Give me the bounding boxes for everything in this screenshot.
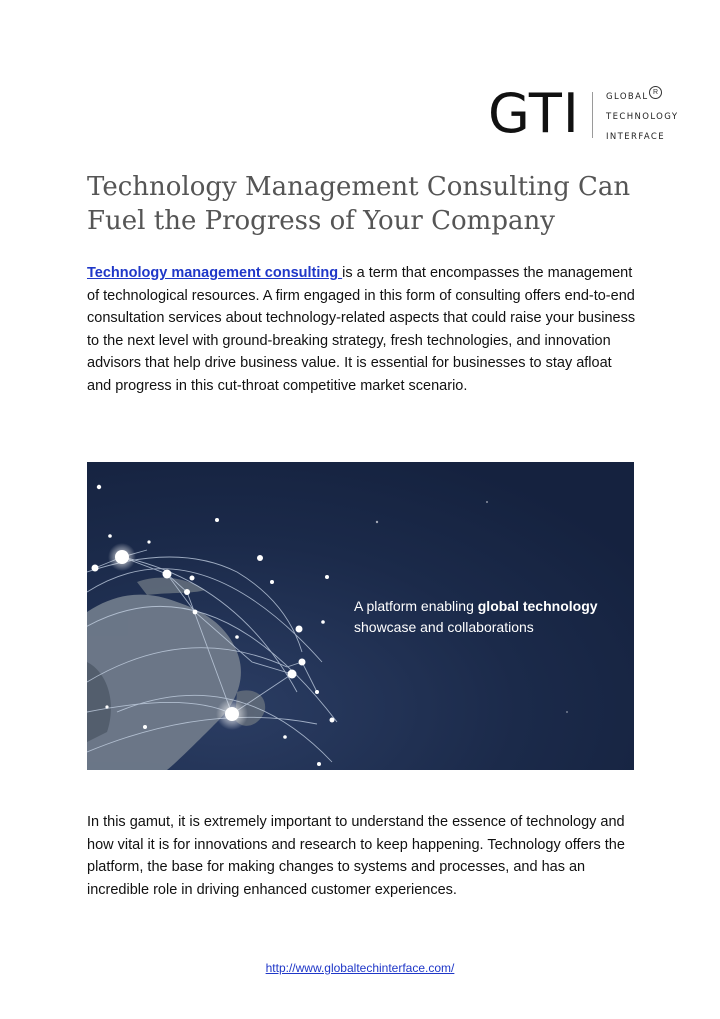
- global-network-banner: [87, 462, 634, 770]
- logo-line-interface: INTERFACE: [606, 132, 666, 142]
- intro-paragraph: [87, 262, 637, 398]
- gti-logo: [488, 84, 688, 144]
- intro-text: is a term that encompasses the management of technological resources. A firm engaged in this form of consulting offers end-to-end consultation services about technology-related aspects that could raise your business to the next level with ground-breaking strategy, fresh technologies, and innovation advisors that help drive business value. It is essential for businesses to stay afloat and progress in this cut-throat competitive market scenario.: [87, 265, 636, 394]
- logo-divider: [592, 92, 593, 138]
- technology-consulting-link[interactable]: Technology management consulting: [87, 265, 343, 281]
- registered-mark: R: [649, 86, 662, 99]
- banner-tagline-bold: global technology: [477, 598, 598, 614]
- banner-tagline: [354, 596, 624, 638]
- logo-line-technology: TECHNOLOGY: [606, 112, 679, 122]
- body-paragraph: In this gamut, it is extremely important to understand the essence of technology and how vital it is for innovations and research to keep happening. Technology offers the platform, the base for making changes to systems and processes, and has an incredible role in driving enhanced customer experiences.: [87, 814, 625, 898]
- footer-website-link[interactable]: http://www.globaltechinterface.com/: [265, 961, 455, 975]
- logo-line-global: GLOBAL: [606, 92, 649, 102]
- banner-tagline-line2: showcase and collaborations: [354, 619, 534, 635]
- logo-mark: GTI: [488, 82, 580, 145]
- logo-wordmark: [606, 90, 678, 150]
- article-title: Technology Management Consulting Can Fuel the Progress of Your Company: [87, 172, 631, 236]
- banner-tagline-prefix: A platform enabling: [354, 598, 478, 614]
